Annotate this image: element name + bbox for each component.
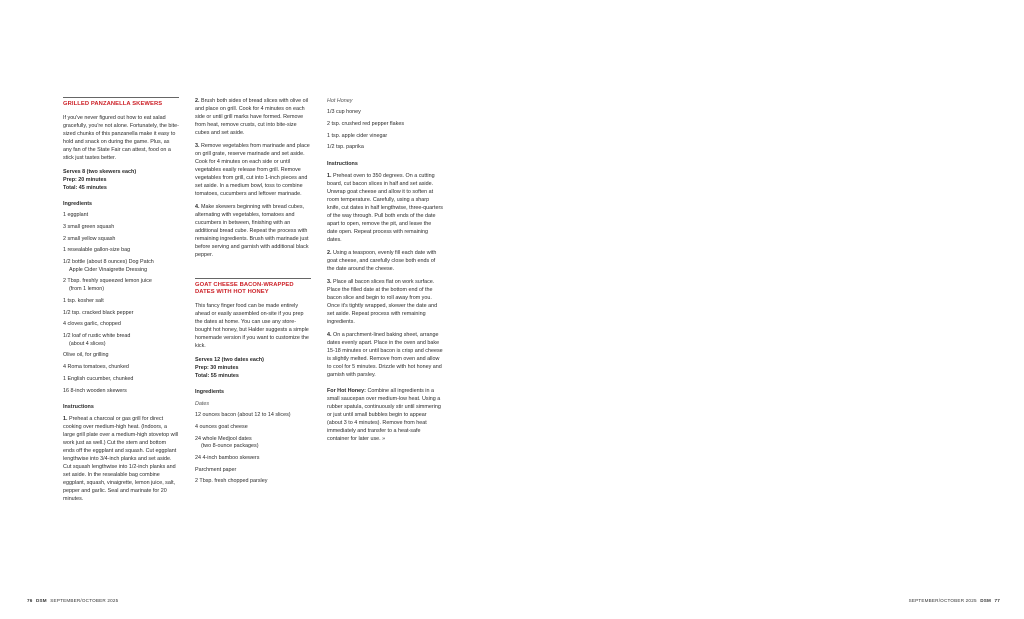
list-item: 2 Tbsp. fresh chopped parsley bbox=[195, 478, 268, 485]
list-item: 2 tsp. crushed red pepper flakes bbox=[327, 120, 405, 127]
recipe-1-meta bbox=[63, 168, 179, 192]
list-item: 1 English cucumber, chunked bbox=[63, 376, 134, 383]
page-number-left: 76 bbox=[27, 598, 33, 603]
list-item: 1 resealable gallon-size bag bbox=[63, 247, 131, 254]
list-item: 1/2 tsp. paprika bbox=[327, 144, 364, 151]
recipe-1-prep: Prep: 20 minutes bbox=[63, 177, 107, 183]
recipe-1-step-4: 4. Make skewers beginning with bread cubes, alternating with vegetables, tomatoes and cucumbers in between, finishing with an additional bread cube. Repeat the process with remaining ingredients. Brush with marinade just before serving and garnish with additional black pepper. bbox=[195, 204, 309, 258]
issue-date-right: SEPTEMBER/OCTOBER 2025 bbox=[908, 598, 977, 603]
column-3 bbox=[327, 97, 443, 448]
title-rule bbox=[195, 278, 311, 279]
recipe-1-intro: If you've never figured out how to eat salad gracefully, you're not alone. Fortunately, the bite-sized chunks of this panzanella make it easy to hold and snack on during the game. Plus, as any fan of the State Fair can attest, food on a stick just tastes better. bbox=[63, 115, 179, 161]
recipe-2-ingredients-heading: Ingredients bbox=[195, 389, 225, 395]
footer-right bbox=[909, 598, 1000, 604]
list-item: 4 ounces goat cheese bbox=[195, 423, 248, 430]
issue-date-left: SEPTEMBER/OCTOBER 2025 bbox=[50, 598, 119, 603]
recipe-2-step-1: 1. Preheat oven to 350 degrees. On a cutting board, cut bacon slices in half and set aside. Unwrap goat cheese and allow it to soften at room temperature. Carefully, using a sharp knife, cut dates in half lengthwise, three-quarters of the way through. Pull both ends of the date apart to open, remove the pit, and leave the date open. Repeat process with remaining dates. bbox=[327, 172, 443, 243]
recipe-1-step-3: 3. Remove vegetables from marinade and place on grill grate, reserve marinade and set aside. Cook for 4 minutes on each side or until vegetables easily release from grill. Remove vegetables from grill, cut into 1-inch pieces and set aside. In a medium bowl, toss to combine tomatoes, cucumbers and leftover marinade. bbox=[195, 143, 310, 197]
list-item: 1/3 cup honey bbox=[327, 109, 361, 115]
list-item: 16 8-inch wooden skewers bbox=[63, 387, 127, 394]
recipe-2-intro: This fancy finger food can be made entirely ahead or easily assembled on-site if you prep the dates at home. You can use any store-bought hot honey, but Halder suggests a simple homemade version if you want to customize the kick. bbox=[195, 303, 309, 349]
recipe-2-step-3: 3. Place all bacon slices flat on work surface. Place the filled date at the bottom end of the bacon slice and begin to roll away from you. Once it's tightly wrapped, skewer the date and set aside. Repeat process with remaining ingredients. bbox=[327, 278, 438, 325]
title-rule bbox=[63, 97, 179, 98]
recipe-2-prep: Prep: 30 minutes bbox=[195, 365, 239, 371]
page-number-right: 77 bbox=[994, 598, 1000, 603]
list-item: Parchment paper bbox=[195, 466, 237, 473]
recipe-2-meta bbox=[195, 356, 311, 380]
recipe-1-ingredients-heading: Ingredients bbox=[63, 201, 93, 207]
list-item: 1/2 loaf of rustic white bread (about 4 slices) bbox=[63, 333, 131, 347]
list-item: 1/2 tsp. cracked black pepper bbox=[63, 309, 134, 316]
list-item: 24 whole Medjool dates (two 8-ounce packages) bbox=[195, 435, 259, 450]
column-2 bbox=[195, 97, 311, 490]
list-item: 2 small yellow squash bbox=[63, 235, 116, 242]
list-item: 24 4-inch bamboo skewers bbox=[195, 454, 260, 461]
footer-left bbox=[27, 598, 118, 604]
recipe-2-ingredient-list bbox=[195, 412, 311, 486]
list-item: 2 Tbsp. freshly squeezed lemon juice (from 1 lemon) bbox=[63, 278, 152, 292]
list-item: 4 Roma tomatoes, chunked bbox=[63, 364, 129, 371]
recipe-1-step-2: 2. Brush both sides of bread slices with olive oil and place on grill. Cook for 4 minutes on each side or until grill marks have formed. Remove from heat, remove crusts, cut into bite-size cubes and set aside. bbox=[195, 98, 308, 136]
recipe-2-dates-subheading: Dates bbox=[195, 401, 210, 407]
recipe-2-hot-honey-step: For Hot Honey: Combine all ingredients in a small saucepan over medium-low heat. Using a rubber spatula, continuously stir until simmering or just until small bubbles begin to appear (about 3 to 4 minutes). Remove from heat immediately and transfer to a heat-safe container for later use. » bbox=[327, 387, 441, 442]
recipe-2-step-2: 2. Using a teaspoon, evenly fill each date with goat cheese, and carefully close both ends of the date around the cheese. bbox=[327, 249, 437, 272]
recipe-1-step-1: 1. Preheat a charcoal or gas grill for direct cooking over medium-high heat. (Indoors, a large grill plate over a medium-high stovetop will work just as well.) Cut the stem and bottom ends off the eggplant and squash. Cut eggplant lengthwise into 3/4-inch planks and set aside. Cut squash lengthwise into 1/2-inch planks and set aside. In the resealable bag combine eggplant, squash, vinaigrette, lemon juice, salt, pepper and garlic. Seal and marinate for 20 minutes. bbox=[63, 416, 179, 503]
recipe-1-instructions-heading: Instructions bbox=[63, 404, 94, 411]
recipe-1-serves: Serves 8 (two skewers each) bbox=[63, 169, 137, 175]
list-item: 4 cloves garlic, chopped bbox=[63, 321, 121, 328]
column-1 bbox=[63, 97, 179, 508]
recipe-1-total: Total: 45 minutes bbox=[63, 185, 107, 191]
list-item: Olive oil, for grilling bbox=[63, 352, 109, 359]
list-item: 12 ounces bacon (about 12 to 14 slices) bbox=[195, 412, 291, 418]
recipe-1-ingredient-list bbox=[63, 212, 179, 395]
list-item: 1/2 bottle (about 8 ounces) Dog Patch Apple Cider Vinaigrette Dressing bbox=[63, 259, 154, 273]
list-item: 1 tsp. apple cider vinegar bbox=[327, 132, 388, 139]
recipe-2-instructions-heading: Instructions bbox=[327, 160, 358, 167]
list-item: 1 tsp. kosher salt bbox=[63, 297, 104, 304]
magazine-logo-right: DSM bbox=[980, 598, 991, 603]
recipe-2-serves: Serves 12 (two dates each) bbox=[195, 357, 264, 363]
recipe-2-title: GOAT CHEESE BACON-WRAPPED DATES WITH HOT HONEY bbox=[195, 282, 294, 295]
recipe-2-hot-honey-subheading: Hot Honey bbox=[327, 98, 353, 104]
recipe-1-title: GRILLED PANZANELLA SKEWERS bbox=[63, 101, 163, 107]
list-item: 3 small green squash bbox=[63, 223, 115, 230]
recipe-2-step-4: 4. On a parchment-lined baking sheet, arrange dates evenly apart. Place in the oven and bake 15-18 minutes or until bacon is crisp and cheese is slightly melted. Remove from oven and allow to cool for 5 minutes. Drizzle with hot honey and garnish with parsley. bbox=[327, 331, 443, 378]
recipe-2-hot-honey-list bbox=[327, 109, 443, 152]
list-item: 1 eggplant bbox=[63, 212, 89, 218]
recipe-2-total: Total: 55 minutes bbox=[195, 373, 239, 379]
magazine-logo-left: DSM bbox=[36, 598, 47, 603]
